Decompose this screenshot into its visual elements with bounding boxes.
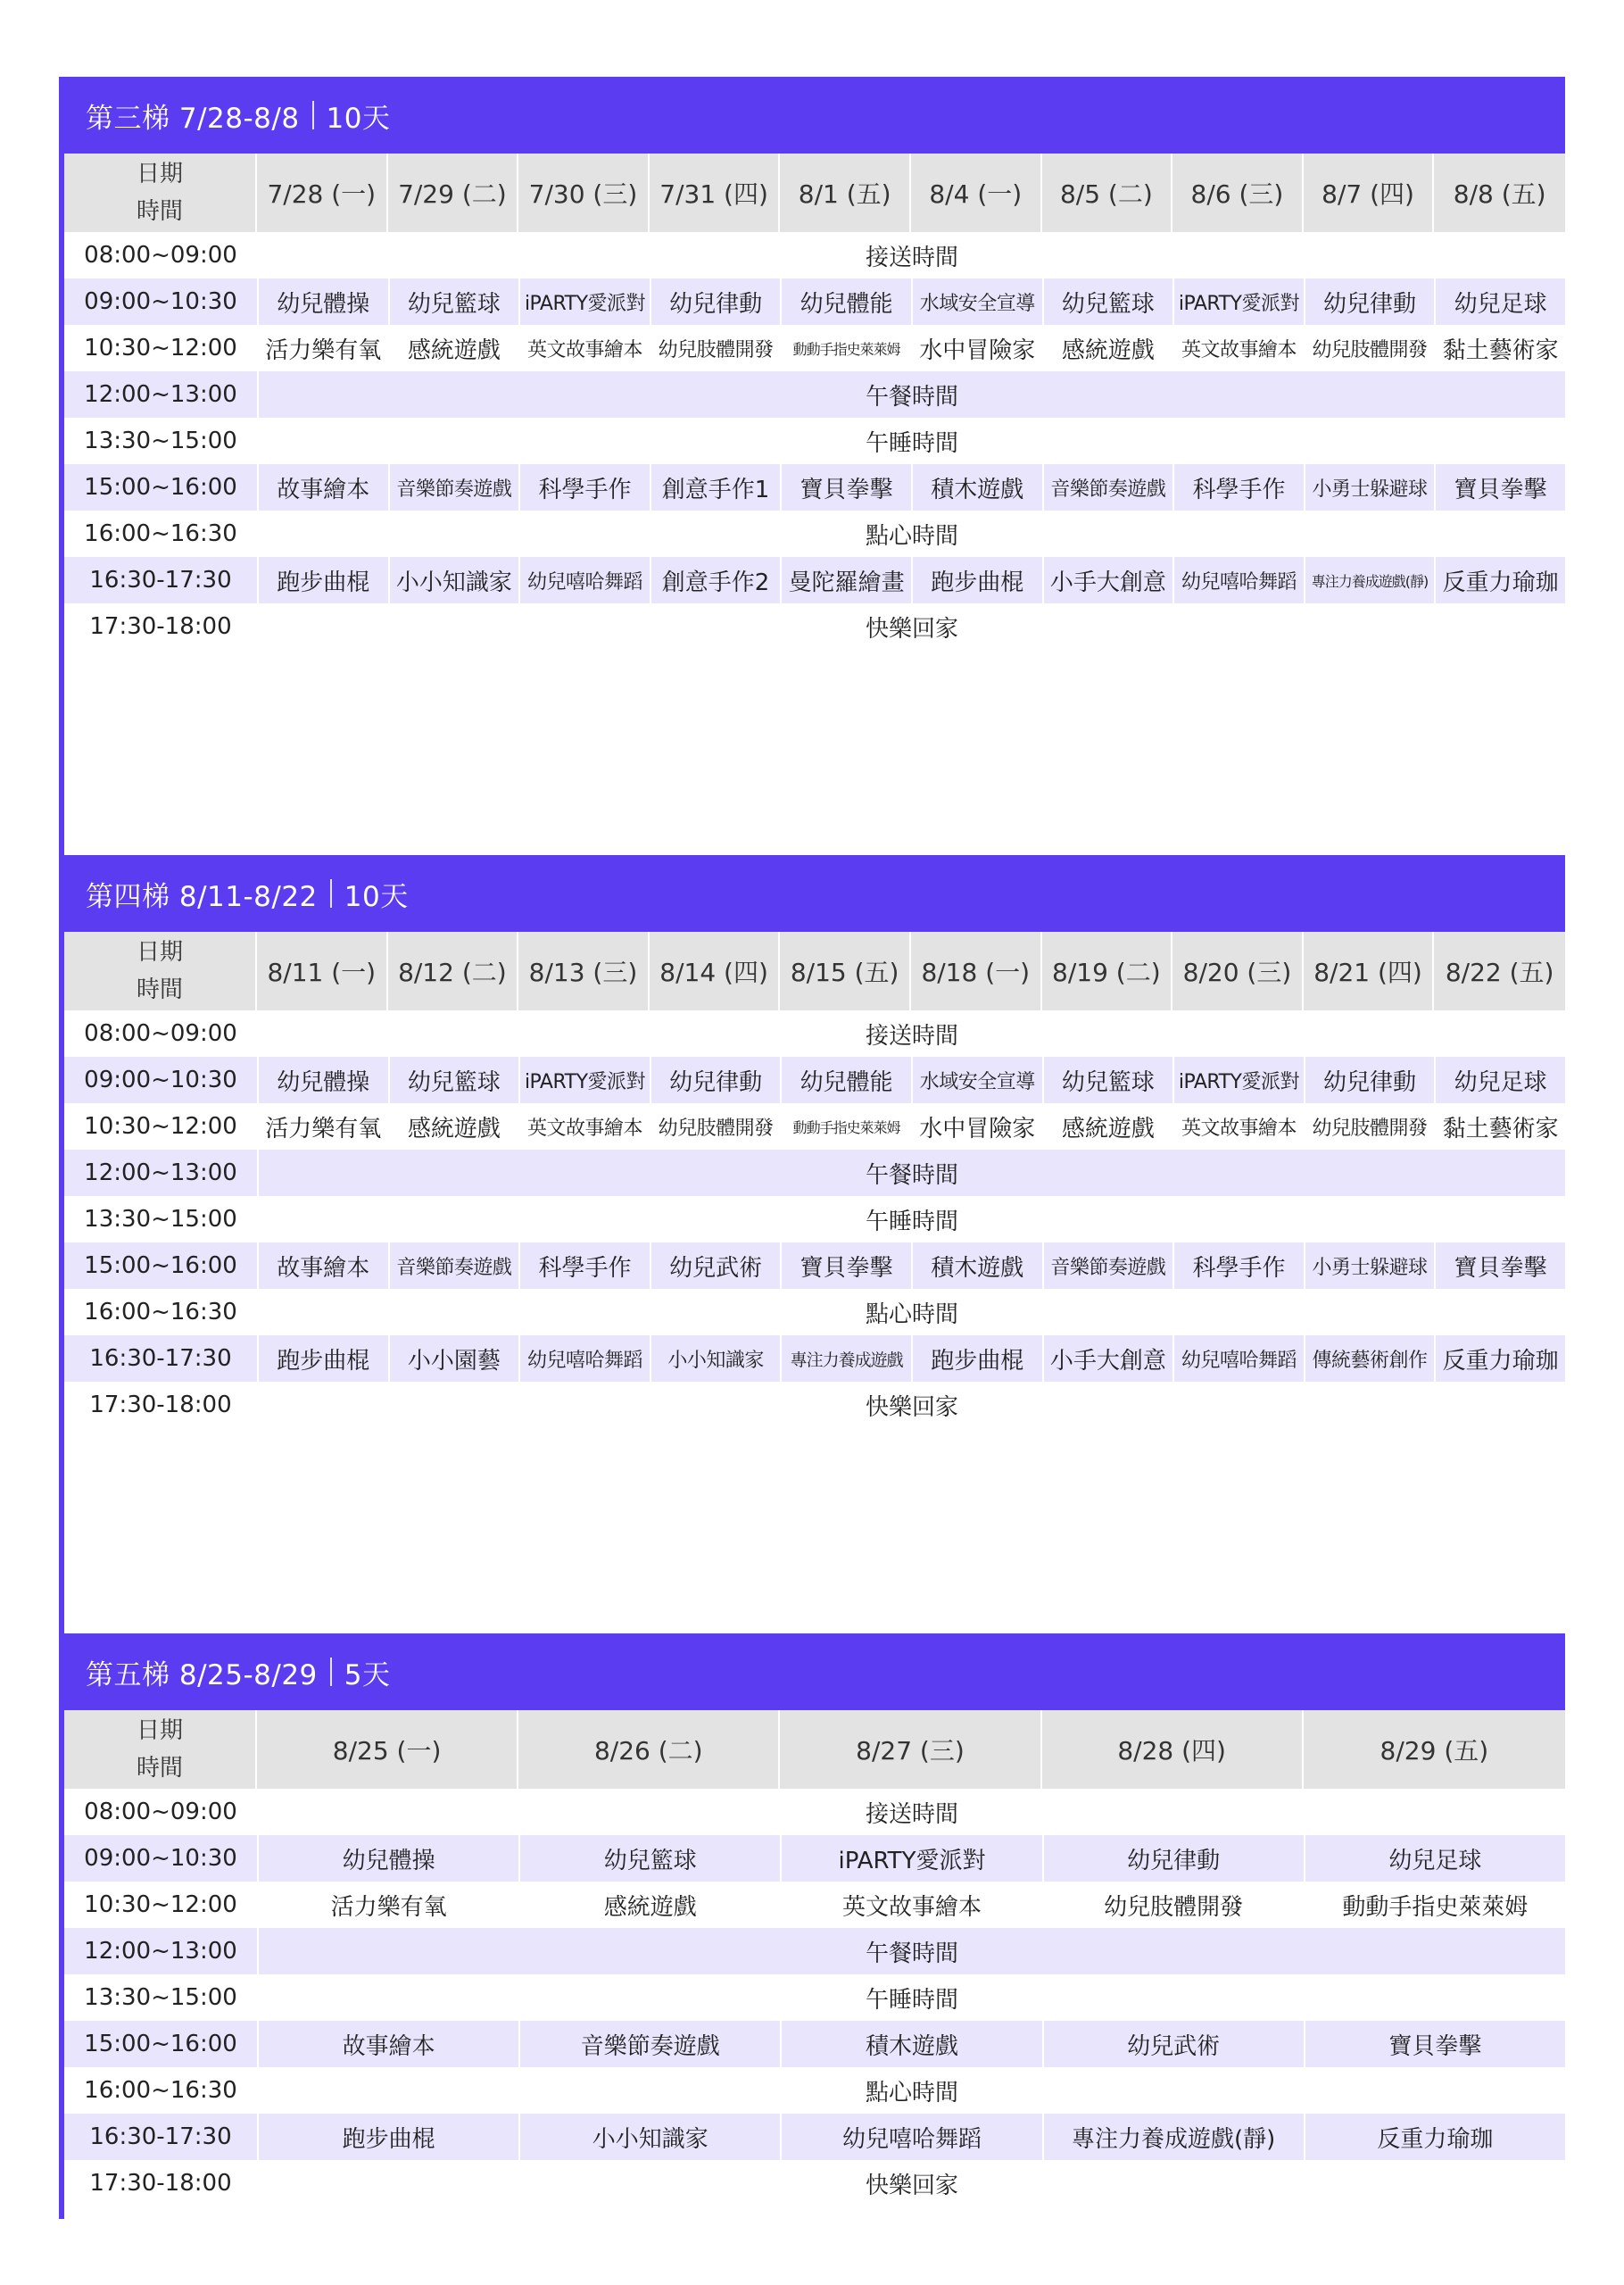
section-header <box>64 1633 1565 1710</box>
date-header: 8/14 (四) <box>650 932 781 1010</box>
activity-cell: 跑步曲棍 <box>911 1335 1042 1382</box>
activity-cell: 幼兒律動 <box>650 1057 781 1103</box>
section-title: 第五梯 8/25-8/29 <box>86 1658 318 1691</box>
date-header: 8/29 (五) <box>1304 1710 1565 1789</box>
time-slot: 08:00~09:00 <box>84 1799 237 1825</box>
activity-cell: 幼兒體能 <box>780 278 911 325</box>
activity-cell: 小勇士躲避球 <box>1304 464 1435 511</box>
activity-cell: 科學手作 <box>518 1242 650 1289</box>
time-slot: 13:30~15:00 <box>84 1206 237 1233</box>
activity-cell: 幼兒肢體開發 <box>1304 1103 1435 1150</box>
date-header: 8/25 (一) <box>257 1710 518 1789</box>
table-row <box>64 371 1565 418</box>
corner-cell <box>64 932 257 1010</box>
table-row <box>64 2021 1565 2067</box>
date-header: 7/31 (四) <box>650 154 781 232</box>
activity-cell: 動動手指史萊萊姆 <box>780 1103 911 1150</box>
time-slot: 15:00~16:00 <box>64 1242 257 1289</box>
activity-cell: 幼兒籃球 <box>1042 278 1173 325</box>
table-row <box>64 2160 1565 2206</box>
merged-activity: 快樂回家 <box>257 603 1565 650</box>
table-row <box>64 1103 1565 1150</box>
activity-cell: 專注力養成遊戲(靜) <box>1304 557 1435 603</box>
header-divider <box>312 101 314 129</box>
corner-time-label: 時間 <box>136 1755 183 1782</box>
merged-activity: 午餐時間 <box>257 1928 1565 1974</box>
date-header: 8/27 (三) <box>780 1710 1041 1789</box>
activity-cell: 跑步曲棍 <box>257 557 388 603</box>
date-header: 8/5 (二) <box>1042 154 1173 232</box>
activity-cell: 寶貝拳擊 <box>1434 1242 1565 1289</box>
table-row <box>64 1882 1565 1928</box>
header-row <box>64 932 1565 1010</box>
table-row <box>64 278 1565 325</box>
time-slot: 12:00~13:00 <box>64 1928 257 1974</box>
table-row <box>64 1835 1565 1882</box>
activity-cell: 專注力養成遊戲 <box>780 1335 911 1382</box>
section-days: 10天 <box>326 102 391 135</box>
time-slot: 08:00~09:00 <box>84 242 237 269</box>
activity-cell: 幼兒足球 <box>1434 278 1565 325</box>
merged-activity: 快樂回家 <box>257 2160 1565 2206</box>
activity-cell: 感統遊戲 <box>1042 325 1173 371</box>
time-slot: 16:30-17:30 <box>64 557 257 603</box>
activity-cell: 幼兒律動 <box>1304 278 1435 325</box>
merged-activity: 午餐時間 <box>257 371 1565 418</box>
activity-cell: iPARTY愛派對 <box>780 1835 1041 1882</box>
date-header: 7/28 (一) <box>257 154 388 232</box>
table-row <box>64 557 1565 603</box>
schedule-table <box>64 932 1565 1428</box>
merged-activity: 快樂回家 <box>257 1382 1565 1428</box>
activity-cell: 英文故事繪本 <box>780 1882 1041 1928</box>
table-row <box>64 1382 1565 1428</box>
activity-cell: 幼兒律動 <box>1042 1835 1304 1882</box>
section-header <box>64 855 1565 932</box>
merged-activity: 午餐時間 <box>257 1150 1565 1196</box>
activity-cell: 寶貝拳擊 <box>1304 2021 1565 2067</box>
activity-cell: 音樂節奏遊戲 <box>518 2021 780 2067</box>
activity-cell: 曼陀羅繪畫 <box>780 557 911 603</box>
activity-cell: 動動手指史萊萊姆 <box>780 325 911 371</box>
activity-cell: 反重力瑜珈 <box>1434 1335 1565 1382</box>
merged-activity: 午睡時間 <box>257 1974 1565 2021</box>
activity-cell: 音樂節奏遊戲 <box>388 1242 519 1289</box>
activity-cell: 英文故事繪本 <box>518 325 650 371</box>
activity-cell: 反重力瑜珈 <box>1434 557 1565 603</box>
table-row <box>64 1789 1565 1835</box>
time-slot: 15:00~16:00 <box>64 464 257 511</box>
time-slot: 15:00~16:00 <box>64 2021 257 2067</box>
table-row <box>64 2067 1565 2114</box>
schedule-table <box>64 154 1565 650</box>
activity-cell: 音樂節奏遊戲 <box>1042 1242 1173 1289</box>
time-slot: 16:00~16:30 <box>84 2077 237 2104</box>
activity-cell: 跑步曲棍 <box>911 557 1042 603</box>
date-header: 8/12 (二) <box>388 932 519 1010</box>
activity-cell: 寶貝拳擊 <box>1434 464 1565 511</box>
activity-cell: 幼兒肢體開發 <box>1042 1882 1304 1928</box>
date-header: 8/7 (四) <box>1304 154 1435 232</box>
activity-cell: 幼兒武術 <box>1042 2021 1304 2067</box>
date-header: 8/8 (五) <box>1434 154 1565 232</box>
table-row <box>64 1289 1565 1335</box>
time-slot: 16:00~16:30 <box>84 520 237 547</box>
activity-cell: 跑步曲棍 <box>257 2114 518 2160</box>
activity-cell: 幼兒嘻哈舞蹈 <box>1172 557 1304 603</box>
activity-cell: 英文故事繪本 <box>1172 325 1304 371</box>
activity-cell: iPARTY愛派對 <box>1172 1057 1304 1103</box>
table-row <box>64 1974 1565 2021</box>
activity-cell: 幼兒肢體開發 <box>650 325 781 371</box>
activity-cell: 幼兒體能 <box>780 1057 911 1103</box>
activity-cell: 故事繪本 <box>257 2021 518 2067</box>
activity-cell: 幼兒嘻哈舞蹈 <box>780 2114 1041 2160</box>
section-days: 10天 <box>344 880 409 913</box>
table-row <box>64 1010 1565 1057</box>
table-row <box>64 511 1565 557</box>
activity-cell: 音樂節奏遊戲 <box>1042 464 1173 511</box>
activity-cell: 創意手作1 <box>650 464 781 511</box>
activity-cell: 小手大創意 <box>1042 557 1173 603</box>
activity-cell: 黏土藝術家 <box>1434 1103 1565 1150</box>
merged-activity: 點心時間 <box>257 511 1565 557</box>
date-header: 7/29 (二) <box>388 154 519 232</box>
time-slot: 16:30-17:30 <box>64 1335 257 1382</box>
merged-activity: 點心時間 <box>257 1289 1565 1335</box>
activity-cell: 感統遊戲 <box>388 325 519 371</box>
date-header: 8/6 (三) <box>1172 154 1304 232</box>
time-slot: 13:30~15:00 <box>84 1984 237 2011</box>
date-header: 8/11 (一) <box>257 932 388 1010</box>
activity-cell: 幼兒嘻哈舞蹈 <box>1172 1335 1304 1382</box>
activity-cell: 跑步曲棍 <box>257 1335 388 1382</box>
activity-cell: 積木遊戲 <box>911 1242 1042 1289</box>
merged-activity: 接送時間 <box>257 1789 1565 1835</box>
activity-cell: 活力樂有氧 <box>257 1882 518 1928</box>
section-5th-term <box>64 1633 1565 2206</box>
table-row <box>64 1150 1565 1196</box>
activity-cell: iPARTY愛派對 <box>518 278 650 325</box>
date-header: 8/21 (四) <box>1304 932 1435 1010</box>
activity-cell: 幼兒足球 <box>1304 1835 1565 1882</box>
activity-cell: 故事繪本 <box>257 464 388 511</box>
table-row <box>64 1242 1565 1289</box>
time-slot: 16:00~16:30 <box>84 1299 237 1325</box>
activity-cell: 幼兒肢體開發 <box>650 1103 781 1150</box>
date-header: 8/15 (五) <box>780 932 911 1010</box>
corner-date-label: 日期 <box>136 1717 183 1744</box>
activity-cell: 活力樂有氧 <box>257 325 388 371</box>
merged-activity: 接送時間 <box>257 1010 1565 1057</box>
activity-cell: 小手大創意 <box>1042 1335 1173 1382</box>
table-row <box>64 1335 1565 1382</box>
corner-date-label: 日期 <box>136 939 183 966</box>
activity-cell: 創意手作2 <box>650 557 781 603</box>
activity-cell: 幼兒體操 <box>257 1835 518 1882</box>
time-slot: 09:00~10:30 <box>64 1835 257 1882</box>
time-slot: 08:00~09:00 <box>84 1020 237 1047</box>
activity-cell: 小小知識家 <box>518 2114 780 2160</box>
corner-time-label: 時間 <box>136 976 183 1003</box>
activity-cell: 水域安全宣導 <box>911 1057 1042 1103</box>
activity-cell: 感統遊戲 <box>518 1882 780 1928</box>
activity-cell: 積木遊戲 <box>780 2021 1041 2067</box>
activity-cell: 感統遊戲 <box>1042 1103 1173 1150</box>
activity-cell: 科學手作 <box>1172 1242 1304 1289</box>
date-header: 8/1 (五) <box>780 154 911 232</box>
date-header: 8/28 (四) <box>1042 1710 1304 1789</box>
activity-cell: 活力樂有氧 <box>257 1103 388 1150</box>
table-row <box>64 464 1565 511</box>
activity-cell: 幼兒籃球 <box>1042 1057 1173 1103</box>
activity-cell: 小小知識家 <box>650 1335 781 1382</box>
header-divider <box>330 1658 332 1686</box>
activity-cell: 幼兒籃球 <box>388 1057 519 1103</box>
activity-cell: 反重力瑜珈 <box>1304 2114 1565 2160</box>
time-slot: 10:30~12:00 <box>84 335 237 361</box>
header-row <box>64 154 1565 232</box>
activity-cell: 幼兒肢體開發 <box>1304 325 1435 371</box>
schedule-table <box>64 1710 1565 2206</box>
activity-cell: 幼兒律動 <box>1304 1057 1435 1103</box>
date-header: 8/13 (三) <box>518 932 650 1010</box>
time-slot: 12:00~13:00 <box>64 1150 257 1196</box>
time-slot: 10:30~12:00 <box>84 1113 237 1140</box>
activity-cell: 傳統藝術創作 <box>1304 1335 1435 1382</box>
activity-cell: 幼兒籃球 <box>388 278 519 325</box>
activity-cell: 幼兒嘻哈舞蹈 <box>518 557 650 603</box>
activity-cell: 寶貝拳擊 <box>780 1242 911 1289</box>
date-header: 8/4 (一) <box>911 154 1042 232</box>
activity-cell: 科學手作 <box>1172 464 1304 511</box>
activity-cell: 黏土藝術家 <box>1434 325 1565 371</box>
activity-cell: 幼兒體操 <box>257 278 388 325</box>
activity-cell: 寶貝拳擊 <box>780 464 911 511</box>
table-row <box>64 1928 1565 1974</box>
activity-cell: 音樂節奏遊戲 <box>388 464 519 511</box>
header-row <box>64 1710 1565 1789</box>
activity-cell: 小勇士躲避球 <box>1304 1242 1435 1289</box>
activity-cell: iPARTY愛派對 <box>518 1057 650 1103</box>
activity-cell: 幼兒籃球 <box>518 1835 780 1882</box>
corner-cell <box>64 1710 257 1789</box>
table-row <box>64 325 1565 371</box>
activity-cell: 感統遊戲 <box>388 1103 519 1150</box>
activity-cell: 英文故事繪本 <box>518 1103 650 1150</box>
activity-cell: 科學手作 <box>518 464 650 511</box>
activity-cell: 水域安全宣導 <box>911 278 1042 325</box>
corner-time-label: 時間 <box>136 198 183 225</box>
section-3rd-term <box>64 77 1565 650</box>
date-header: 8/18 (一) <box>911 932 1042 1010</box>
activity-cell: 故事繪本 <box>257 1242 388 1289</box>
time-slot: 17:30-18:00 <box>89 2170 232 2197</box>
activity-cell: 幼兒足球 <box>1434 1057 1565 1103</box>
schedule-frame <box>59 77 1565 2219</box>
table-row <box>64 418 1565 464</box>
time-slot: 13:30~15:00 <box>84 428 237 454</box>
activity-cell: 小小知識家 <box>388 557 519 603</box>
section-title: 第四梯 8/11-8/22 <box>86 880 318 913</box>
table-row <box>64 232 1565 278</box>
activity-cell: 幼兒嘻哈舞蹈 <box>518 1335 650 1382</box>
time-slot: 09:00~10:30 <box>64 278 257 325</box>
activity-cell: 專注力養成遊戲(靜) <box>1042 2114 1304 2160</box>
table-row <box>64 1057 1565 1103</box>
activity-cell: iPARTY愛派對 <box>1172 278 1304 325</box>
section-title: 第三梯 7/28-8/8 <box>86 102 300 135</box>
table-row <box>64 2114 1565 2160</box>
activity-cell: 水中冒險家 <box>911 1103 1042 1150</box>
table-row <box>64 603 1565 650</box>
date-header: 8/26 (二) <box>518 1710 780 1789</box>
time-slot: 17:30-18:00 <box>89 613 232 640</box>
section-4th-term <box>64 855 1565 1428</box>
corner-date-label: 日期 <box>136 161 183 187</box>
activity-cell: 水中冒險家 <box>911 325 1042 371</box>
activity-cell: 英文故事繪本 <box>1172 1103 1304 1150</box>
time-slot: 16:30-17:30 <box>64 2114 257 2160</box>
time-slot: 10:30~12:00 <box>84 1891 237 1918</box>
activity-cell: 幼兒武術 <box>650 1242 781 1289</box>
section-days: 5天 <box>344 1658 391 1691</box>
table-row <box>64 1196 1565 1242</box>
activity-cell: 積木遊戲 <box>911 464 1042 511</box>
activity-cell: 幼兒律動 <box>650 278 781 325</box>
merged-activity: 午睡時間 <box>257 418 1565 464</box>
merged-activity: 午睡時間 <box>257 1196 1565 1242</box>
date-header: 8/20 (三) <box>1172 932 1304 1010</box>
date-header: 8/22 (五) <box>1434 932 1565 1010</box>
merged-activity: 接送時間 <box>257 232 1565 278</box>
merged-activity: 點心時間 <box>257 2067 1565 2114</box>
date-header: 7/30 (三) <box>518 154 650 232</box>
activity-cell: 幼兒體操 <box>257 1057 388 1103</box>
date-header: 8/19 (二) <box>1042 932 1173 1010</box>
corner-cell <box>64 154 257 232</box>
activity-cell: 小小園藝 <box>388 1335 519 1382</box>
header-divider <box>330 879 332 908</box>
time-slot: 17:30-18:00 <box>89 1392 232 1418</box>
activity-cell: 動動手指史萊萊姆 <box>1304 1882 1565 1928</box>
time-slot: 09:00~10:30 <box>64 1057 257 1103</box>
section-header <box>64 77 1565 154</box>
time-slot: 12:00~13:00 <box>64 371 257 418</box>
